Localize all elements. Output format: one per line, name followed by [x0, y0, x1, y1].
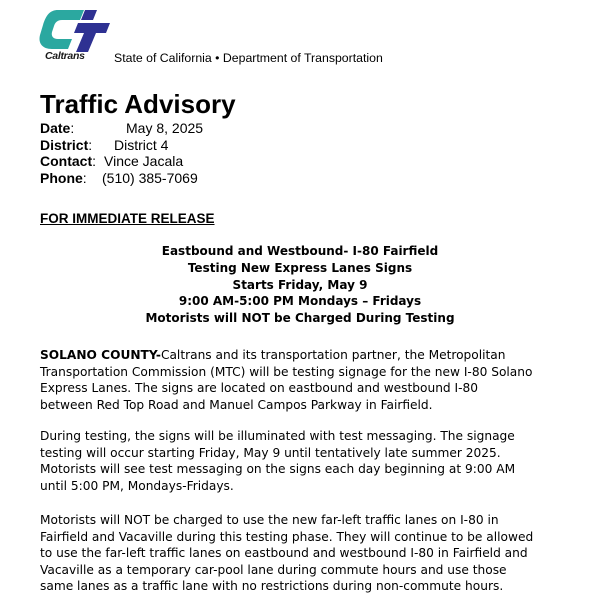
- paragraph-line: Transportation Commission (MTC) will be testing signage for the new I-80 Solano: [40, 364, 533, 379]
- logo-wordmark: Caltrans: [45, 50, 85, 62]
- meta-label-phone: Phone: [40, 169, 83, 186]
- caltrans-logo-icon: [38, 8, 110, 52]
- meta-value-date: May 8, 2025: [126, 120, 204, 136]
- headline-line: Eastbound and Westbound- I-80 Fairfield: [161, 244, 439, 258]
- meta-value-phone: (510) 385-7069: [102, 169, 198, 186]
- meta-label-contact: Contact: [40, 153, 93, 169]
- headline-block: [40, 243, 560, 327]
- paragraph-line: Express Lanes. The signs are located on eastbound and westbound I-80: [40, 381, 479, 396]
- paragraph-lead: SOLANO COUNTY-: [40, 348, 161, 362]
- headline-line: Starts Friday, May 9: [232, 277, 368, 292]
- paragraph-1: [40, 347, 565, 413]
- meta-value-contact: Vince Jacala: [104, 153, 184, 169]
- release-notice: FOR IMMEDIATE RELEASE: [40, 211, 215, 226]
- meta-row-date: Date: May 8, 2025: [40, 120, 204, 136]
- paragraph-line: Fairfield and Vacaville during this testing phase. They will continue to be allowed: [40, 529, 534, 544]
- paragraph-line: same lanes as a traffic lane with no restrictions during non-commute hours.: [40, 579, 504, 594]
- paragraph-line: [40, 347, 565, 364]
- paragraph-3: [40, 512, 565, 595]
- meta-value-district: District 4: [114, 136, 169, 153]
- meta-row-district: District: District 4: [40, 136, 169, 153]
- page-title: Traffic Advisory: [40, 89, 236, 119]
- paragraph-line: testing will occur starting Friday, May 9 until tentatively late summer 2025.: [40, 445, 501, 460]
- paragraph-line-text: Caltrans and its transportation partner, the Metropolitan: [160, 348, 506, 362]
- caltrans-logo: [38, 8, 110, 68]
- advisory-meta: [40, 120, 204, 186]
- paragraph-line: until 5:00 PM, Mondays-Fridays.: [40, 478, 234, 493]
- paragraph-line: Motorists will see test messaging on the signs each day beginning at 9:00 AM: [40, 462, 516, 477]
- meta-row-contact: Contact: Vince Jacala: [40, 153, 184, 169]
- meta-label-date: Date: [40, 120, 71, 136]
- headline-line: Testing New Express Lanes Signs: [187, 260, 413, 275]
- headline-line: 9:00 AM-5:00 PM Mondays – Fridays: [178, 294, 422, 309]
- paragraph-line: to use the far-left traffic lanes on eastbound and westbound I-80 in Fairfield and: [40, 546, 528, 561]
- paragraph-line: Vacaville as a temporary car-pool lane during commute hours and use those: [40, 562, 507, 577]
- paragraph-line: During testing, the signs will be illuminated with test messaging. The signage: [40, 429, 515, 443]
- headline-line: Motorists will NOT be Charged During Testing: [145, 311, 455, 326]
- paragraph-line: Motorists will NOT be charged to use the new far-left traffic lanes on I-80 in: [40, 513, 499, 527]
- meta-row-phone: Phone: (510) 385-7069: [40, 169, 198, 186]
- meta-label-district: District: [40, 136, 89, 153]
- paragraph-line: between Red Top Road and Manuel Campos Parkway in Fairfield.: [40, 397, 433, 412]
- organization-name: State of California • Department of Transportation: [114, 51, 383, 65]
- paragraph-2: [40, 428, 565, 494]
